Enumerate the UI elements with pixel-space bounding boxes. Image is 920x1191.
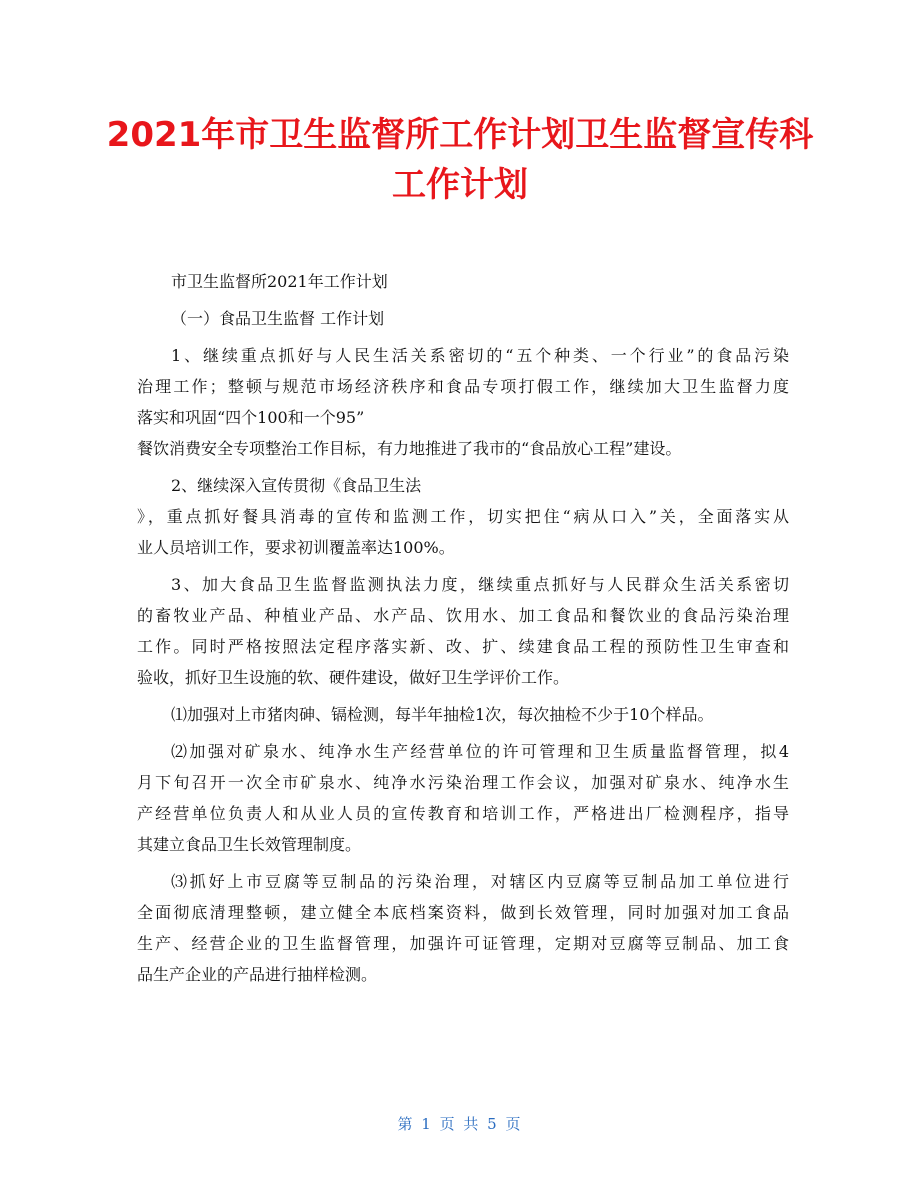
text-line: 落实和巩固“四个100和一个95” bbox=[137, 408, 365, 427]
document-body bbox=[137, 266, 789, 990]
title-line-2: 工作计划 bbox=[392, 165, 528, 205]
text-line: 验收，抓好卫生设施的软、硬件建设，做好卫生学评价工作。 bbox=[137, 668, 570, 687]
text-line: 月下旬召开一次全市矿泉水、纯净水污染治理工作会议，加强对矿泉水、纯净水生 bbox=[137, 773, 789, 792]
text-line: 治理工作；整顿与规范市场经济秩序和食品专项打假工作，继续加大卫生监督力度 bbox=[137, 377, 789, 396]
text-line: 餐饮消费安全专项整治工作目标，有力地推进了我市的“食品放心工程”建设。 bbox=[137, 439, 682, 458]
text-line: ⑶抓好上市豆腐等豆制品的污染治理，对辖区内豆腐等豆制品加工单位进行 bbox=[171, 872, 789, 891]
text-line: 生产、经营企业的卫生监督管理，加强许可证管理，定期对豆腐等豆制品、加工食 bbox=[137, 934, 789, 953]
text-line: 1、继续重点抓好与人民生活关系密切的“五个种类、一个行业”的食品污染 bbox=[171, 346, 789, 365]
text-line: 全面彻底清理整顿，建立健全本底档案资料，做到长效管理，同时加强对加工食品 bbox=[137, 903, 789, 922]
text-line: ⑵加强对矿泉水、纯净水生产经营单位的许可管理和卫生质量监督管理，拟4 bbox=[171, 742, 789, 761]
section-heading: （一）食品卫生监督 工作计划 bbox=[171, 309, 385, 328]
text-line: 市卫生监督所2021年工作计划 bbox=[171, 272, 388, 291]
text-line: ⑴加强对上市猪肉砷、镉检测，每半年抽检1次，每次抽检不少于10个样品。 bbox=[171, 705, 714, 724]
text-line: 》，重点抓好餐具消毒的宣传和监测工作，切实把住“病从口入”关，全面落实从 bbox=[137, 507, 789, 526]
page-number: 第 1 页 共 5 页 bbox=[397, 1115, 523, 1133]
text-line: 工作。同时严格按照法定程序落实新、改、扩、续建食品工程的预防性卫生审查和 bbox=[137, 637, 789, 656]
text-line: 品生产企业的产品进行抽样检测。 bbox=[137, 965, 378, 984]
text-line: 业人员培训工作，要求初训覆盖率达100%。 bbox=[137, 538, 455, 557]
text-line: 2、继续深入宣传贯彻《食品卫生法 bbox=[171, 476, 422, 495]
text-line: 产经营单位负责人和从业人员的宣传教育和培训工作，严格进出厂检测程序，指导 bbox=[137, 804, 789, 823]
title-line-1: 2021年市卫生监督所工作计划卫生监督宣传科 bbox=[106, 115, 814, 155]
document-title bbox=[0, 110, 920, 210]
text-line: 的畜牧业产品、种植业产品、水产品、饮用水、加工食品和餐饮业的食品污染治理 bbox=[137, 606, 789, 625]
text-line: 其建立食品卫生长效管理制度。 bbox=[137, 835, 362, 854]
text-line: 3、加大食品卫生监督监测执法力度，继续重点抓好与人民群众生活关系密切 bbox=[171, 575, 789, 594]
